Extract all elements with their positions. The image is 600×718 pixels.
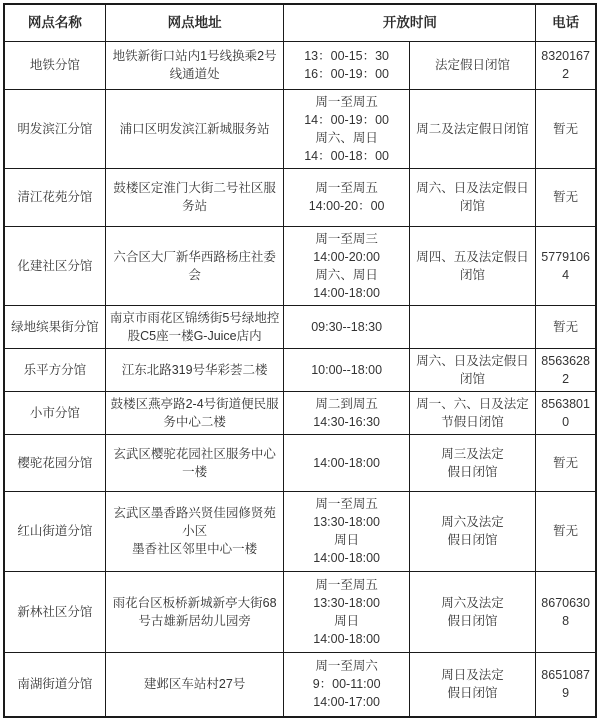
branch-hours-table xyxy=(3,3,597,718)
table-row xyxy=(4,305,596,348)
cell-phone xyxy=(536,305,596,348)
cell-phone xyxy=(536,41,596,89)
cell-line: 9：00-11:00 xyxy=(312,677,381,692)
cell-phone xyxy=(536,89,596,168)
cell-line: 闭馆 xyxy=(460,199,486,213)
cell-line: 玄武区樱驼花园社区服务中心一楼 xyxy=(113,446,276,479)
cell-branch-address xyxy=(105,41,284,89)
cell-line: 暂无 xyxy=(553,319,579,334)
cell-line: 南湖街道分馆 xyxy=(17,677,93,692)
cell-branch-name xyxy=(4,226,105,305)
cell-branch-name xyxy=(4,434,105,491)
cell-branch-name xyxy=(4,305,105,348)
cell-closed-days xyxy=(409,491,535,571)
cell-line: 14:00-20:00 xyxy=(313,249,380,264)
cell-line: 闭馆 xyxy=(460,267,486,282)
cell-line: 法定假日闭馆 xyxy=(435,58,511,72)
cell-line: 周二到周五 xyxy=(315,396,378,411)
cell-line: 江东北路319号华彩荟二楼 xyxy=(121,362,268,377)
cell-line: 樱驼花园分馆 xyxy=(17,455,93,470)
header-open-hours: 开放时间 xyxy=(284,4,536,41)
cell-line: 鼓楼区定淮门大街二号社区服务站 xyxy=(113,181,276,213)
cell-line: 14:00-20：00 xyxy=(308,199,385,213)
cell-phone xyxy=(536,571,596,652)
cell-phone xyxy=(536,652,596,717)
cell-line: 假日闭馆 xyxy=(447,533,498,547)
cell-line: 明发滨江分馆 xyxy=(17,121,93,136)
cell-line: 周六及法定 xyxy=(441,515,504,529)
cell-line: 周六、日及法定假日 xyxy=(416,353,529,368)
cell-line: 南京市雨花区锦绣街5号绿地控股C5座一楼G-Juice店内 xyxy=(109,310,280,343)
header-phone: 电话 xyxy=(536,4,596,41)
cell-line: 14:30-16:30 xyxy=(313,414,380,429)
cell-line: 闭馆 xyxy=(460,371,486,386)
cell-closed-days xyxy=(409,226,535,305)
table-row xyxy=(4,434,596,491)
cell-open-hours xyxy=(284,89,409,168)
cell-phone xyxy=(536,434,596,491)
cell-branch-name xyxy=(4,168,105,226)
cell-line: 鼓楼区燕亭路2-4号街道便民服务中心二楼 xyxy=(110,396,279,429)
cell-line: 假日闭馆 xyxy=(447,613,498,628)
cell-line: 13：00-15：30 xyxy=(304,49,390,63)
cell-line: 绿地缤果街分馆 xyxy=(11,319,99,334)
cell-phone xyxy=(536,348,596,391)
cell-branch-address xyxy=(105,652,284,717)
cell-line: 83201672 xyxy=(541,49,590,81)
cell-line: 57791064 xyxy=(541,249,590,282)
cell-line: 假日闭馆 xyxy=(447,464,498,479)
cell-line: 暂无 xyxy=(553,121,579,136)
cell-line: 14:00-18:00 xyxy=(313,285,380,300)
cell-open-hours xyxy=(284,348,409,391)
cell-open-hours xyxy=(284,226,409,305)
cell-open-hours xyxy=(284,41,409,89)
table-row xyxy=(4,491,596,571)
cell-line: 周六、周日 xyxy=(315,130,378,145)
cell-line: 周六及法定 xyxy=(441,595,504,610)
cell-closed-days xyxy=(409,305,535,348)
cell-line: 13:30-18:00 xyxy=(313,595,380,610)
cell-open-hours xyxy=(284,434,409,491)
cell-phone xyxy=(536,391,596,434)
cell-line: 新林社区分馆 xyxy=(17,604,93,619)
cell-line: 周一至周五 xyxy=(315,497,378,511)
header-branch-name: 网点名称 xyxy=(4,4,105,41)
cell-line: 周日 xyxy=(334,533,360,547)
table-row xyxy=(4,348,596,391)
cell-line: 周六、日及法定假日 xyxy=(416,181,529,195)
cell-closed-days xyxy=(409,434,535,491)
cell-line: 85638010 xyxy=(541,396,590,429)
cell-line: 14：00-19：00 xyxy=(304,112,390,127)
cell-line: 周一至周六 xyxy=(315,659,378,674)
cell-line: 周一至周三 xyxy=(315,231,378,246)
cell-line: 玄武区墨香路兴贤佳园修贤苑小区 xyxy=(113,506,276,538)
cell-line: 地铁新街口站内1号线换乘2号线通道处 xyxy=(112,49,277,81)
cell-branch-address xyxy=(105,434,284,491)
cell-line: 假日闭馆 xyxy=(447,686,498,701)
cell-line: 14:00-17:00 xyxy=(313,695,380,710)
cell-closed-days xyxy=(409,571,535,652)
cell-line: 14:00-18:00 xyxy=(313,551,380,565)
cell-branch-name xyxy=(4,391,105,434)
cell-branch-address xyxy=(105,89,284,168)
cell-line: 10:00--18:00 xyxy=(311,362,383,377)
cell-line: 地铁分馆 xyxy=(29,58,80,72)
table-body xyxy=(4,41,596,717)
cell-open-hours xyxy=(284,491,409,571)
cell-line: 红山街道分馆 xyxy=(17,524,93,538)
cell-closed-days xyxy=(409,391,535,434)
cell-line: 14:00-18:00 xyxy=(313,455,380,470)
cell-branch-name xyxy=(4,348,105,391)
cell-open-hours xyxy=(284,168,409,226)
cell-line: 14:00-18:00 xyxy=(313,631,380,646)
cell-closed-days xyxy=(409,89,535,168)
cell-phone xyxy=(536,168,596,226)
cell-line: 85636282 xyxy=(541,353,590,386)
cell-line: 周一至周五 xyxy=(315,94,378,109)
cell-branch-address xyxy=(105,168,284,226)
cell-closed-days xyxy=(409,652,535,717)
cell-line: 乐平方分馆 xyxy=(23,362,87,377)
cell-line: 化建社区分馆 xyxy=(17,258,93,273)
cell-branch-address xyxy=(105,391,284,434)
table-row xyxy=(4,89,596,168)
cell-branch-name xyxy=(4,89,105,168)
cell-line: 周日 xyxy=(334,613,360,628)
cell-branch-address xyxy=(105,305,284,348)
cell-line: 节假日闭馆 xyxy=(441,414,504,429)
cell-closed-days xyxy=(409,348,535,391)
header-branch-address: 网点地址 xyxy=(105,4,284,41)
cell-line: 周四、五及法定假日 xyxy=(416,249,529,264)
cell-branch-address xyxy=(105,491,284,571)
cell-line: 14：00-18：00 xyxy=(304,148,390,163)
cell-line: 86706308 xyxy=(541,595,590,628)
cell-line: 暂无 xyxy=(553,190,579,204)
cell-line: 雨花台区板桥新城新亭大街68号古雄新居幼儿园旁 xyxy=(112,595,277,628)
cell-branch-name xyxy=(4,491,105,571)
cell-line: 周二及法定假日闭馆 xyxy=(416,121,529,136)
table-row xyxy=(4,226,596,305)
cell-open-hours xyxy=(284,571,409,652)
cell-phone xyxy=(536,491,596,571)
cell-branch-address xyxy=(105,348,284,391)
cell-line: 小市分馆 xyxy=(29,405,80,420)
cell-line: 清江花苑分馆 xyxy=(17,190,93,204)
cell-line: 浦口区明发滨江新城服务站 xyxy=(119,121,270,136)
cell-line: 16：00-19：00 xyxy=(304,67,390,81)
table-row xyxy=(4,41,596,89)
table-row xyxy=(4,391,596,434)
cell-line: 墨香社区邻里中心一楼 xyxy=(132,542,258,556)
cell-line: 建邺区车站村27号 xyxy=(143,677,246,692)
cell-branch-name xyxy=(4,571,105,652)
cell-line: 13:30-18:00 xyxy=(313,515,380,529)
cell-line: 周一、六、日及法定 xyxy=(416,396,529,411)
table-row xyxy=(4,168,596,226)
cell-line: 周三及法定 xyxy=(441,446,504,461)
cell-line: 暂无 xyxy=(553,455,579,470)
cell-branch-address xyxy=(105,226,284,305)
cell-phone xyxy=(536,226,596,305)
table-row xyxy=(4,571,596,652)
cell-closed-days xyxy=(409,168,535,226)
cell-line: 09:30--18:30 xyxy=(311,319,383,334)
cell-branch-name xyxy=(4,41,105,89)
cell-line: 86510879 xyxy=(541,668,590,701)
cell-line: 周六、周日 xyxy=(315,267,378,282)
cell-open-hours xyxy=(284,391,409,434)
cell-branch-name xyxy=(4,652,105,717)
table-header-row xyxy=(4,4,596,41)
cell-line: 周日及法定 xyxy=(441,668,504,683)
table-row xyxy=(4,652,596,717)
cell-branch-address xyxy=(105,571,284,652)
cell-open-hours xyxy=(284,652,409,717)
cell-line: 六合区大厂新华西路杨庄社委会 xyxy=(113,249,276,282)
cell-line: 暂无 xyxy=(553,524,579,538)
cell-open-hours xyxy=(284,305,409,348)
cell-closed-days xyxy=(409,41,535,89)
cell-line: 周一至周五 xyxy=(315,577,378,592)
cell-line: 周一至周五 xyxy=(315,181,378,195)
